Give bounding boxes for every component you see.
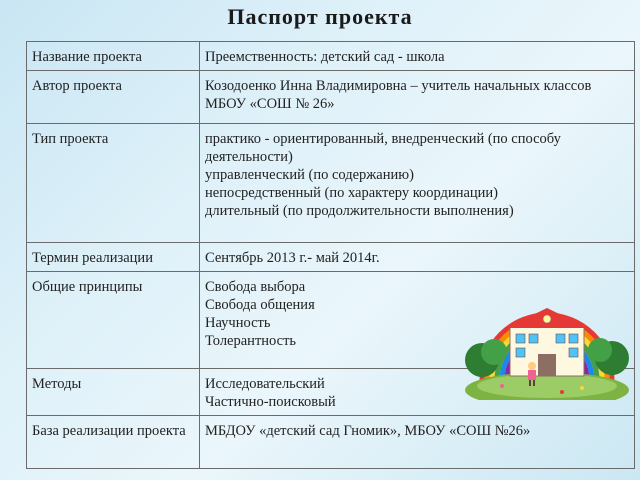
passport-table (26, 41, 635, 469)
value-line: непосредственный (по характеру координации) (205, 185, 499, 201)
value-line: Свобода выбора (205, 279, 306, 295)
row-value-term (200, 243, 635, 272)
value-line: практико - ориентированный, внедренческий (по способу деятельности) (205, 131, 561, 165)
row-value-base (200, 416, 635, 469)
row-value-methods (200, 369, 635, 416)
row-value-principles (200, 272, 635, 369)
row-value-author (200, 71, 635, 124)
value-line: МБДОУ «детский сад Гномик», МБОУ «СОШ №26» (205, 423, 531, 439)
value-line: Преемственность: детский сад - школа (205, 49, 445, 65)
row-label-principles: Общие принципы (27, 272, 200, 369)
table-row (27, 124, 635, 243)
table-row (27, 243, 635, 272)
table-row (27, 71, 635, 124)
table-row (27, 369, 635, 416)
value-line: Исследовательский (205, 376, 325, 392)
row-label-type: Тип проекта (27, 124, 200, 243)
value-line: Частично-поисковый (205, 394, 336, 410)
table-row (27, 42, 635, 71)
value-line: Сентябрь 2013 г.- май 2014г. (205, 250, 380, 266)
row-label-base: База реализации проекта (27, 416, 200, 469)
value-line: длительный (по продолжительности выполнения) (205, 203, 514, 219)
row-label-name: Название проекта (27, 42, 200, 71)
row-label-term: Термин реализации (27, 243, 200, 272)
value-line: управленческий (по содержанию) (205, 167, 414, 183)
table-row (27, 272, 635, 369)
value-line: Свобода общения (205, 297, 315, 313)
row-value-name (200, 42, 635, 71)
page-title: Паспорт проекта (227, 4, 413, 29)
row-label-methods: Методы (27, 369, 200, 416)
value-line: Научность (205, 315, 271, 331)
row-value-type (200, 124, 635, 243)
table-row (27, 416, 635, 469)
value-line: Толерантность (205, 333, 297, 349)
value-line: Козодоенко Инна Владимировна – учитель начальных классов МБОУ «СОШ № 26» (205, 78, 592, 112)
row-label-author: Автор проекта (27, 71, 200, 124)
